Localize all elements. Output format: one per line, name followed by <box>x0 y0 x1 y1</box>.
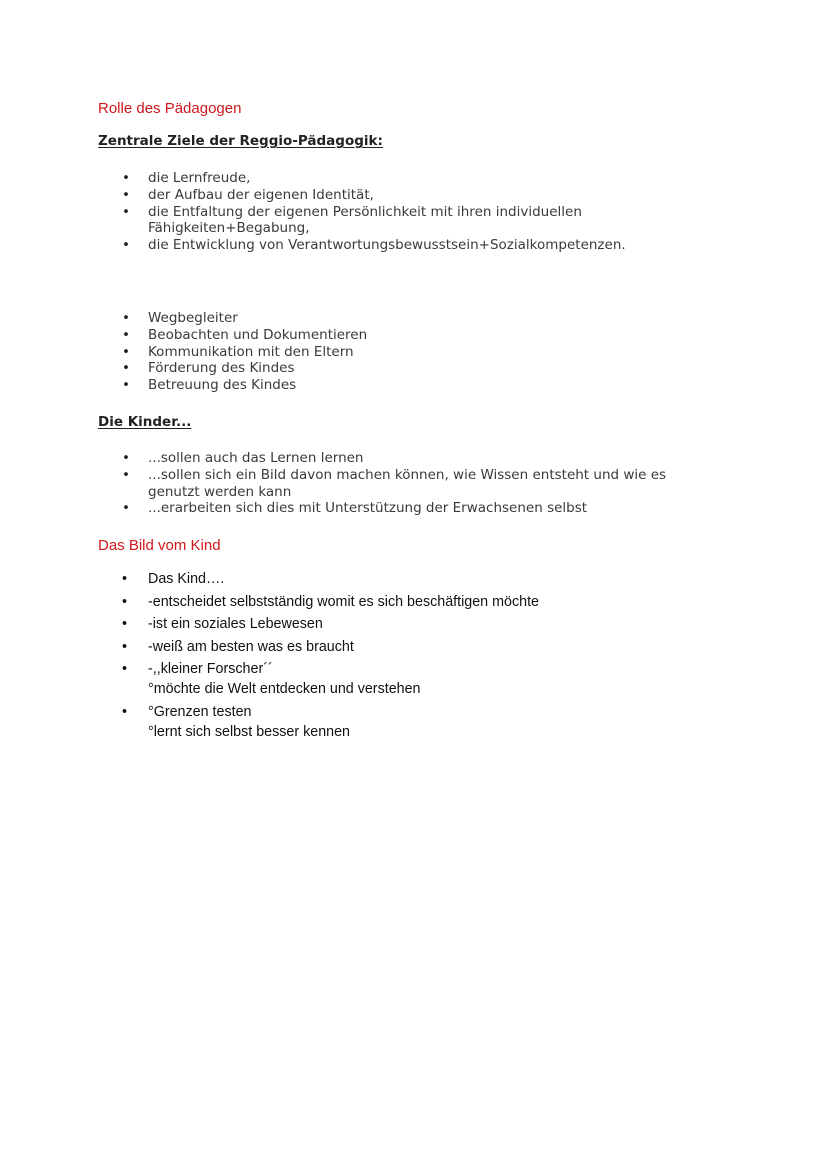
bullet-icon: • <box>122 237 130 254</box>
bullet-icon: • <box>122 326 130 343</box>
ziele-list <box>0 170 626 254</box>
list-item: • -ist ein soziales Lebewesen <box>122 616 323 632</box>
list-item: • Kommunikation mit den Eltern <box>122 343 354 360</box>
list-item: • Wegbegleiter <box>122 310 238 326</box>
list-item: • Das Kind…. <box>122 571 225 587</box>
bullet-icon: • <box>122 343 130 360</box>
bullet-icon: • <box>122 500 130 517</box>
list-item: • Förderung des Kindes <box>122 360 295 377</box>
heading-die-kinder: Die Kinder... <box>98 414 192 430</box>
kinder-list <box>0 450 666 517</box>
list-item: • die Lernfreude, <box>122 170 251 186</box>
list-item: • -entscheidet selbstständig womit es sich beschäftigen möchte <box>122 593 539 610</box>
list-item: • °Grenzen testen °lernt sich selbst besser kennen <box>122 703 351 740</box>
list-item: • die Entfaltung der eigenen Persönlichkeit mit ihren individuellen Fähigkeiten+Begabung, <box>122 203 582 237</box>
list-item: • ...sollen sich ein Bild davon machen können, wie Wissen entsteht und wie es genutzt werden kann <box>122 466 667 500</box>
heading-zentrale-ziele: Zentrale Ziele der Reggio-Pädagogik: <box>98 133 383 149</box>
heading-das-bild-vom-kind: Das Bild vom Kind <box>98 537 221 554</box>
list-item: • die Entwicklung von Verantwortungsbewusstsein+Sozialkompetenzen. <box>122 237 626 254</box>
bullet-icon: • <box>122 638 128 655</box>
bullet-icon: • <box>122 661 128 677</box>
bullet-icon: • <box>122 571 128 587</box>
rolle-list <box>0 310 367 394</box>
list-item: • -,,kleiner Forscher´´ °möchte die Welt entdecken und verstehen <box>122 661 421 697</box>
bullet-icon: • <box>122 203 130 220</box>
bullet-icon: • <box>122 703 128 720</box>
bullet-icon: • <box>122 377 130 394</box>
list-item: • -weiß am besten was es braucht <box>122 638 354 655</box>
bullet-icon: • <box>122 466 130 483</box>
list-item: • ...erarbeiten sich dies mit Unterstützung der Erwachsenen selbst <box>122 500 588 517</box>
heading-rolle-des-paedagogen: Rolle des Pädagogen <box>98 100 242 117</box>
bullet-icon: • <box>122 593 128 610</box>
bild-list <box>0 569 539 744</box>
list-item: • der Aufbau der eigenen Identität, <box>122 186 374 203</box>
list-item: • Beobachten und Dokumentieren <box>122 326 368 343</box>
bullet-icon: • <box>122 170 130 186</box>
bullet-icon: • <box>122 360 130 377</box>
bullet-icon: • <box>122 450 130 466</box>
bullet-icon: • <box>122 186 130 203</box>
bullet-icon: • <box>122 616 128 632</box>
list-item: • ...sollen auch das Lernen lernen <box>122 450 364 466</box>
list-item: • Betreuung des Kindes <box>122 377 297 394</box>
bullet-icon: • <box>122 310 130 326</box>
